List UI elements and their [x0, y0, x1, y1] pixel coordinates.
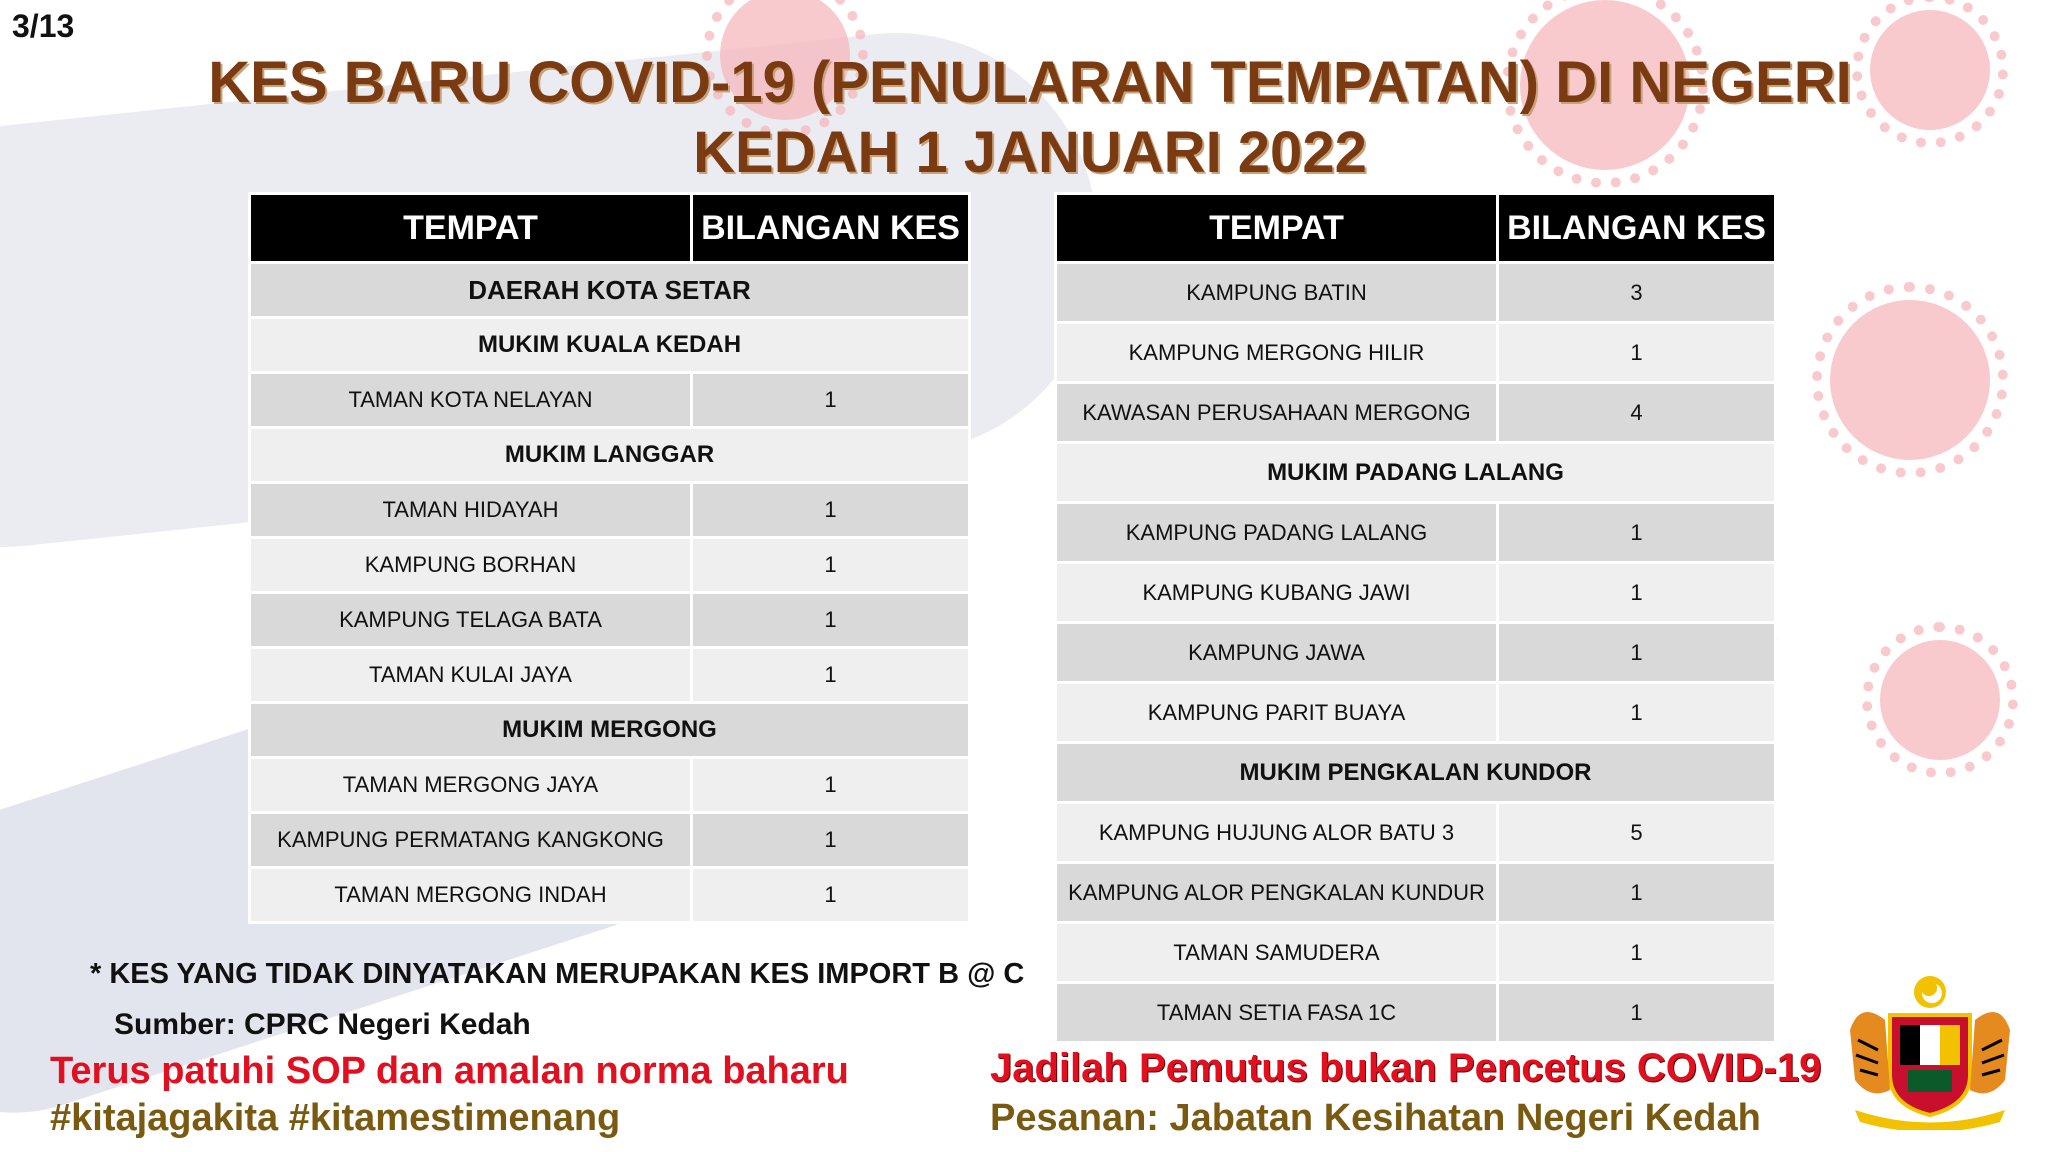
message-credit: Pesanan: Jabatan Kesihatan Negeri Kedah [990, 1097, 1761, 1139]
hashtags: #kitajagakita #kitamestimenang [50, 1097, 621, 1139]
case-count-cell: 1 [692, 373, 970, 428]
place-cell: TAMAN SAMUDERA [1056, 923, 1498, 983]
place-cell: KAMPUNG PARIT BUAYA [1056, 683, 1498, 743]
district-header-row [250, 263, 970, 318]
case-count-cell: 1 [1498, 563, 1776, 623]
case-count-cell: 1 [692, 648, 970, 703]
place-cell: KAMPUNG MERGONG HILIR [1056, 323, 1498, 383]
table-row [1056, 383, 1776, 443]
place-cell: TAMAN MERGONG JAYA [250, 758, 692, 813]
mukim-label: MUKIM PENGKALAN KUNDOR [1056, 743, 1776, 803]
table-row [250, 758, 970, 813]
case-count-cell: 1 [1498, 503, 1776, 563]
malaysia-coat-of-arms-icon [1830, 970, 2030, 1130]
column-header-place: TEMPAT [1056, 194, 1498, 263]
case-count-cell: 1 [1498, 623, 1776, 683]
mukim-header-row [250, 703, 970, 758]
case-count-cell: 1 [1498, 323, 1776, 383]
table-row [250, 648, 970, 703]
table-row [250, 813, 970, 868]
page-counter: 3/13 [12, 8, 75, 44]
table-row [1056, 323, 1776, 383]
district-label: DAERAH KOTA SETAR [250, 263, 970, 318]
table-row [1056, 623, 1776, 683]
mukim-header-row [1056, 443, 1776, 503]
table-row [1056, 983, 1776, 1043]
coronavirus-icon [1830, 300, 1990, 460]
place-cell: KAMPUNG BATIN [1056, 263, 1498, 323]
mukim-label: MUKIM KUALA KEDAH [250, 318, 970, 373]
case-count-cell: 1 [692, 813, 970, 868]
mukim-header-row [250, 428, 970, 483]
mukim-label: MUKIM PADANG LALANG [1056, 443, 1776, 503]
column-header-count: BILANGAN KES [692, 194, 970, 263]
place-cell: KAMPUNG TELAGA BATA [250, 593, 692, 648]
table-row [250, 483, 970, 538]
table-row [250, 538, 970, 593]
source-credit: Sumber: CPRC Negeri Kedah [114, 1008, 531, 1041]
column-header-count: BILANGAN KES [1498, 194, 1776, 263]
coronavirus-icon [1870, 10, 1990, 130]
cases-table-left [248, 192, 971, 924]
table-row [250, 868, 970, 923]
table-row [1056, 683, 1776, 743]
mukim-label: MUKIM MERGONG [250, 703, 970, 758]
place-cell: KAMPUNG JAWA [1056, 623, 1498, 683]
case-count-cell: 1 [692, 758, 970, 813]
place-cell: TAMAN HIDAYAH [250, 483, 692, 538]
case-count-cell: 3 [1498, 263, 1776, 323]
case-count-cell: 1 [692, 593, 970, 648]
mukim-label: MUKIM LANGGAR [250, 428, 970, 483]
table-row [1056, 563, 1776, 623]
case-count-cell: 1 [692, 483, 970, 538]
place-cell: KAMPUNG ALOR PENGKALAN KUNDUR [1056, 863, 1498, 923]
place-cell: KAMPUNG HUJUNG ALOR BATU 3 [1056, 803, 1498, 863]
title-line-2: KEDAH 1 JANUARI 2022 [693, 120, 1367, 185]
case-count-cell: 1 [692, 868, 970, 923]
place-cell: TAMAN SETIA FASA 1C [1056, 983, 1498, 1043]
page-title [180, 48, 1880, 188]
place-cell: TAMAN KOTA NELAYAN [250, 373, 692, 428]
case-count-cell: 1 [692, 538, 970, 593]
case-count-cell: 1 [1498, 983, 1776, 1043]
case-count-cell: 1 [1498, 863, 1776, 923]
mukim-header-row [250, 318, 970, 373]
footnote: * KES YANG TIDAK DINYATAKAN MERUPAKAN KES IMPORT B @ C [90, 958, 1025, 990]
coronavirus-icon [1880, 640, 2000, 760]
mukim-header-row [1056, 743, 1776, 803]
title-line-1: KES BARU COVID-19 (PENULARAN TEMPATAN) DI NEGERI [208, 50, 1852, 115]
table-row [1056, 863, 1776, 923]
table-row [250, 593, 970, 648]
slogan: Jadilah Pemutus bukan Pencetus COVID-19 [990, 1046, 1822, 1090]
place-cell: KAMPUNG PADANG LALANG [1056, 503, 1498, 563]
place-cell: TAMAN KULAI JAYA [250, 648, 692, 703]
cases-table-right [1054, 192, 1777, 1044]
table-row [1056, 263, 1776, 323]
case-count-cell: 1 [1498, 683, 1776, 743]
table-row [1056, 503, 1776, 563]
place-cell: KAMPUNG BORHAN [250, 538, 692, 593]
place-cell: KAMPUNG PERMATANG KANGKONG [250, 813, 692, 868]
table-row [1056, 923, 1776, 983]
place-cell: KAWASAN PERUSAHAAN MERGONG [1056, 383, 1498, 443]
sop-message: Terus patuhi SOP dan amalan norma baharu [50, 1050, 849, 1092]
column-header-place: TEMPAT [250, 194, 692, 263]
table-row [1056, 803, 1776, 863]
place-cell: TAMAN MERGONG INDAH [250, 868, 692, 923]
case-count-cell: 4 [1498, 383, 1776, 443]
place-cell: KAMPUNG KUBANG JAWI [1056, 563, 1498, 623]
table-row [250, 373, 970, 428]
case-count-cell: 5 [1498, 803, 1776, 863]
case-count-cell: 1 [1498, 923, 1776, 983]
